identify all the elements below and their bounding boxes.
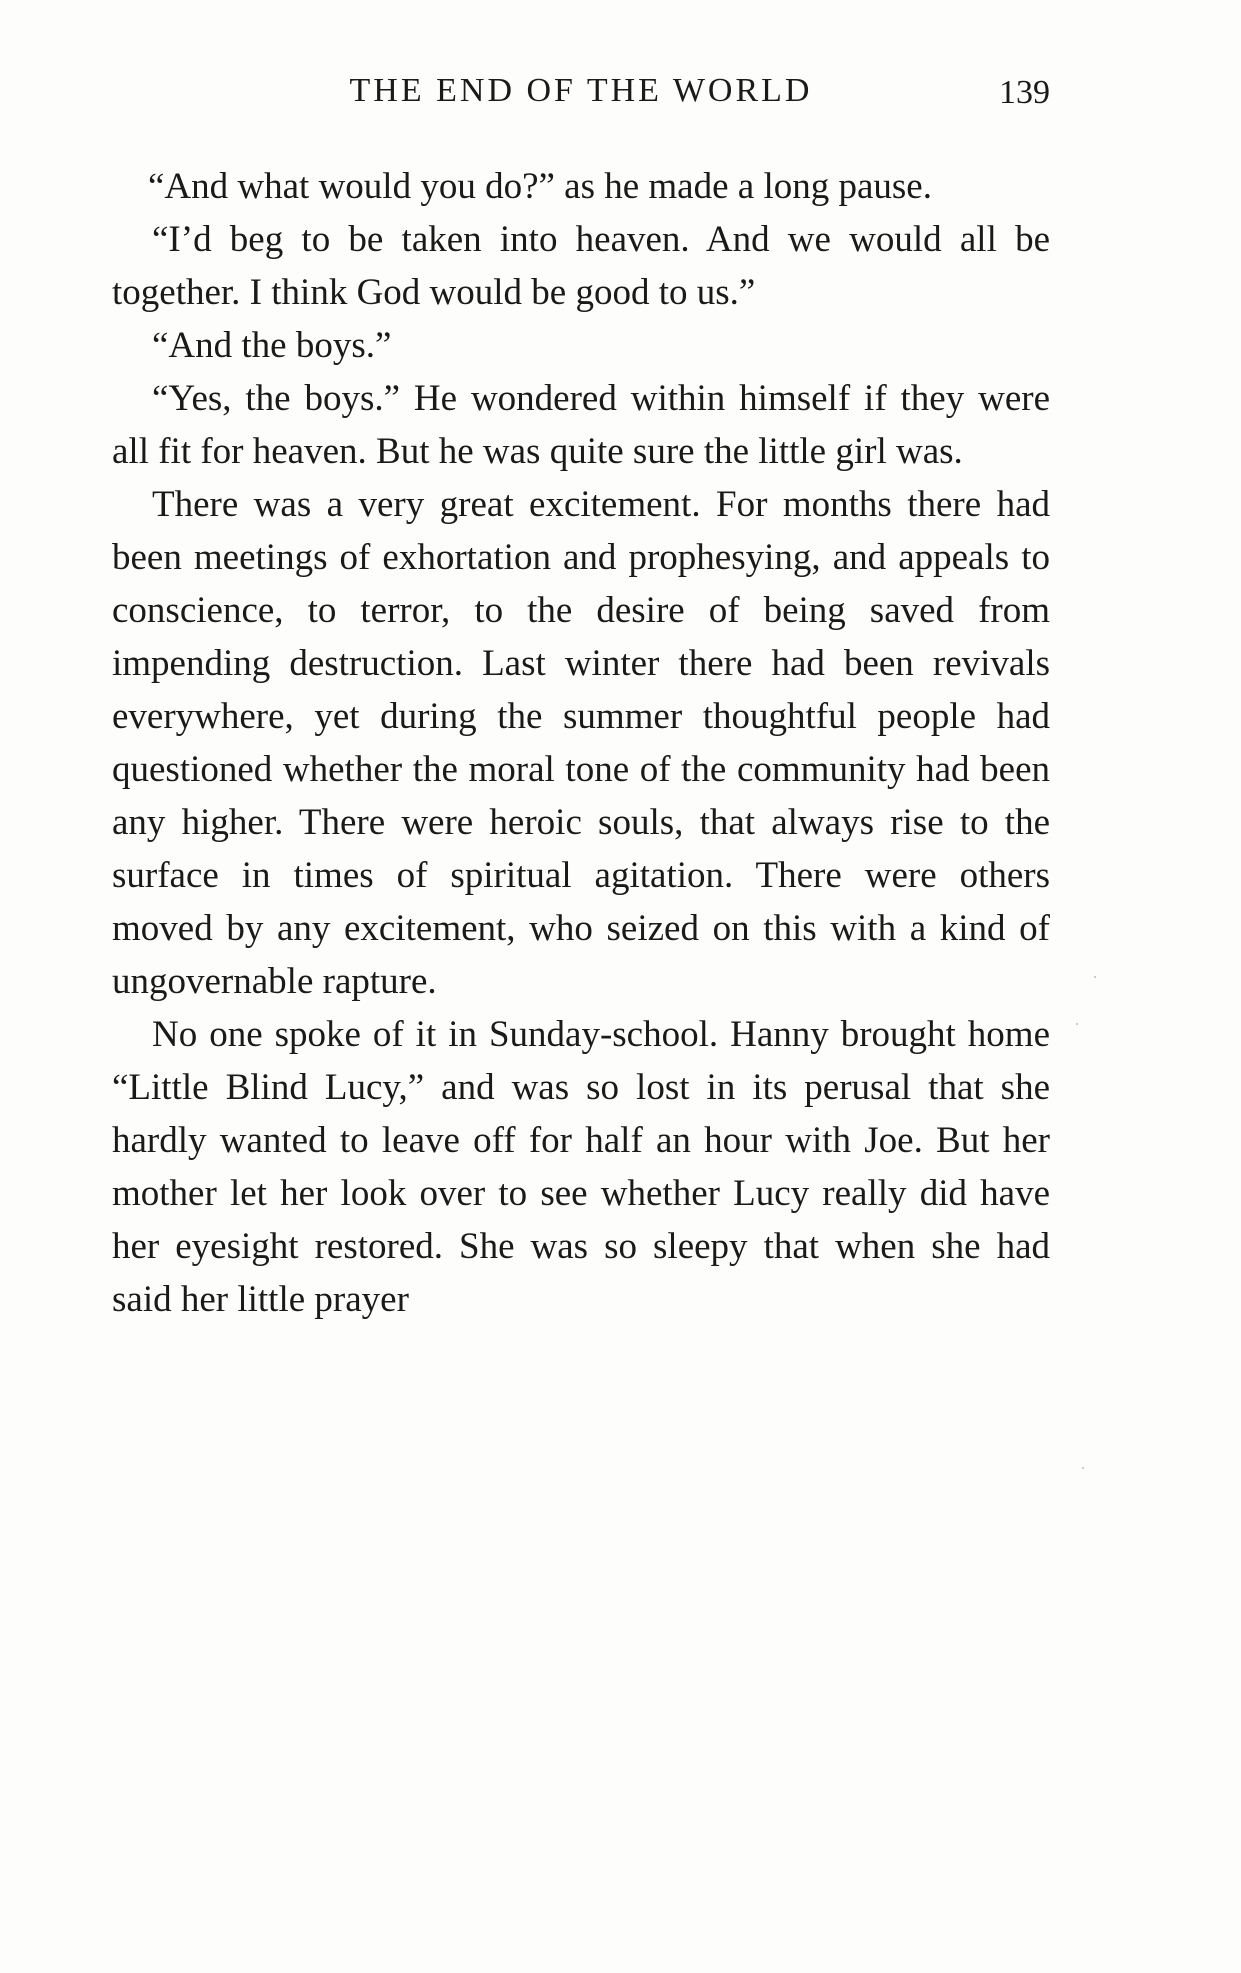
paragraph: “Yes, the boys.” He wondered within himself if they were all fit for heaven. But he was quite sure the little girl was. xyxy=(112,378,1050,472)
paragraph: “And the boys.” xyxy=(152,325,392,366)
paragraph: “I’d beg to be taken into heaven. And we would all be together. I think God would be good to us.” xyxy=(112,219,1050,313)
body-text xyxy=(112,160,1050,1326)
running-title: THE END OF THE WORLD xyxy=(349,72,813,109)
paper-speck xyxy=(1082,1467,1084,1469)
paper-speck xyxy=(1076,1023,1078,1025)
paragraph: “And what would you do?” as he made a long pause. xyxy=(148,166,932,207)
paper-speck xyxy=(1094,976,1096,978)
paragraph: There was a very great excitement. For months there had been meetings of exhortation and prophesying, and appeals to conscience, to terror, to the desire of being saved from impending destruction. Last winter there had been revivals everywhere, yet during the summer thoughtful people had questioned whether the moral tone of the community had been any higher. There were heroic souls, that always rise to the surface in times of spiritual agitation. There were others moved by any excitement, who seized on this with a kind of ungovernable rapture. xyxy=(112,484,1050,1002)
page-number: 139 xyxy=(999,74,1050,111)
page-header xyxy=(112,72,1050,122)
paragraph: No one spoke of it in Sunday-school. Hanny brought home “Little Blind Lucy,” and was so lost in its perusal that she hardly wanted to leave off for half an hour with Joe. But her mother let her look over to see whether Lucy really did have her eyesight restored. She was so sleepy that when she had said her little prayer xyxy=(112,1014,1050,1320)
